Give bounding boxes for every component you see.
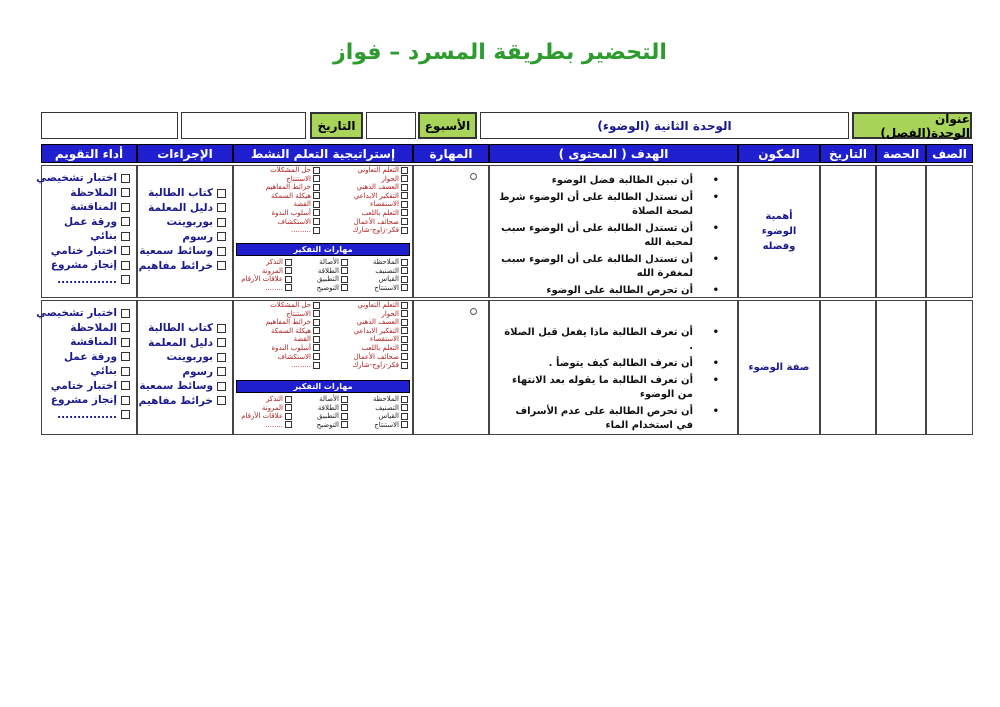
strategy-item[interactable]: التفكير الابداعي <box>320 327 408 336</box>
checkbox[interactable] <box>341 259 348 266</box>
thinking-list-middle <box>294 395 348 429</box>
goal-item: • أن تعرف الطالبة ما يقوله بعد الانتهاء من الوضوء <box>498 374 703 402</box>
goal-item: • أن تستدل الطالبة على أن الوضوء سبب لمغفرة الله <box>498 253 703 281</box>
checkbox[interactable] <box>217 353 226 362</box>
checkbox[interactable] <box>121 261 130 270</box>
checkbox[interactable] <box>313 227 320 234</box>
thinking-item[interactable]: المرونة <box>236 404 292 413</box>
strategy-item[interactable]: التعلم التعاوني <box>320 301 408 310</box>
strategy-item[interactable]: ......... <box>236 361 320 370</box>
radio-circle[interactable] <box>470 308 477 315</box>
strategy-list-left <box>236 166 320 235</box>
checkbox[interactable] <box>313 353 320 360</box>
strategy-item[interactable]: التعلم التعاوني <box>320 166 408 175</box>
checkbox[interactable] <box>313 184 320 191</box>
checkbox[interactable] <box>401 413 408 420</box>
strategy-item[interactable]: صحائف الأعمال <box>320 353 408 362</box>
goal-cell <box>489 300 738 435</box>
checkbox[interactable] <box>401 327 408 334</box>
procedures-list <box>139 186 226 273</box>
skill-cell[interactable] <box>413 300 489 435</box>
strategy-item[interactable]: التعلم باللعب <box>320 344 408 353</box>
period-cell[interactable] <box>876 165 926 298</box>
thinking-item[interactable]: الأصالة <box>294 395 348 404</box>
checkbox[interactable] <box>285 413 292 420</box>
checkbox[interactable] <box>121 410 130 419</box>
thinking-list-left <box>236 395 292 429</box>
procedures-cell <box>137 300 233 435</box>
thinking-list-right <box>350 395 408 429</box>
strategy-item[interactable]: التعلم باللعب <box>320 209 408 218</box>
evaluation-item[interactable]: ............... <box>36 408 130 423</box>
component-cell <box>738 165 820 298</box>
unit-value-field[interactable]: الوحدة الثانية (الوضوء) <box>480 112 849 139</box>
checkbox[interactable] <box>285 421 292 428</box>
thinking-item[interactable]: الملاحظة <box>350 395 408 404</box>
strategy-cell <box>233 300 413 435</box>
checkbox[interactable] <box>313 310 320 317</box>
strategy-item[interactable]: خرائط المفاهيم <box>236 183 320 192</box>
checkbox[interactable] <box>313 209 320 216</box>
checkbox[interactable] <box>121 203 130 212</box>
thinking-item[interactable]: الملاحظة <box>350 258 408 267</box>
thinking-item[interactable]: علاقات الأرقام <box>236 412 292 421</box>
checkbox[interactable] <box>313 344 320 351</box>
thinking-item[interactable]: التطبيق <box>294 275 348 284</box>
strategy-item[interactable]: حل المشكلات <box>236 301 320 310</box>
goal-item: • أن تعرف الطالبة كيف يتوضأ . <box>498 357 703 371</box>
checkbox[interactable] <box>121 381 130 390</box>
thinking-item[interactable]: التذكر <box>236 258 292 267</box>
week-label: الأسبوع <box>418 112 477 139</box>
header-date: التاريخ <box>820 144 876 163</box>
thinking-item[interactable]: التصنيف <box>350 404 408 413</box>
strategy-item[interactable]: هيكلة السمكة <box>236 192 320 201</box>
checkbox[interactable] <box>341 404 348 411</box>
component-text: أهمية الوضوء وفضله <box>761 211 797 252</box>
thinking-list-left <box>236 258 292 292</box>
procedures-list <box>139 321 226 408</box>
checkbox[interactable] <box>401 396 408 403</box>
checkbox[interactable] <box>121 352 130 361</box>
strategy-item[interactable]: الاستقصاء <box>320 335 408 344</box>
procedure-item[interactable]: دليل المعلمة <box>139 201 226 216</box>
header-class: الصف <box>926 144 973 163</box>
procedure-item[interactable]: بوربوينت <box>139 215 226 230</box>
evaluation-item[interactable]: ورقة عمل <box>36 350 130 365</box>
checkbox[interactable] <box>401 336 408 343</box>
strategy-list-right <box>320 301 408 370</box>
strategy-item[interactable]: القصة <box>236 200 320 209</box>
thinking-item[interactable]: القياس <box>350 412 408 421</box>
evaluation-item[interactable]: اختبار تشخيصي <box>36 171 130 186</box>
checkbox[interactable] <box>217 338 226 347</box>
evaluation-list <box>36 306 130 422</box>
checkbox[interactable] <box>285 404 292 411</box>
checkbox[interactable] <box>121 367 130 376</box>
checkbox[interactable] <box>121 396 130 405</box>
checkbox[interactable] <box>121 338 130 347</box>
evaluation-item[interactable]: الملاحظة <box>36 321 130 336</box>
checkbox[interactable] <box>401 362 408 369</box>
strategy-item[interactable]: هيكلة السمكة <box>236 327 320 336</box>
checkbox[interactable] <box>285 396 292 403</box>
thinking-item[interactable]: المرونة <box>236 267 292 276</box>
procedure-item[interactable]: كتاب الطالبة <box>139 186 226 201</box>
checkbox[interactable] <box>285 259 292 266</box>
evaluation-item[interactable]: الملاحظة <box>36 186 130 201</box>
strategy-item[interactable]: العصف الذهني <box>320 318 408 327</box>
strategy-item[interactable]: الاستكشاف <box>236 353 320 362</box>
goal-cell <box>489 165 738 298</box>
date-label: التاريخ <box>310 112 363 139</box>
thinking-list-right <box>350 258 408 292</box>
evaluation-cell <box>36 165 137 298</box>
strategy-list-left <box>236 301 320 370</box>
thinking-item[interactable]: الأصالة <box>294 258 348 267</box>
checkbox[interactable] <box>217 261 226 270</box>
checkbox[interactable] <box>401 302 408 309</box>
checkbox[interactable] <box>313 175 320 182</box>
strategy-item[interactable]: الحوار <box>320 310 408 319</box>
checkbox[interactable] <box>121 309 130 318</box>
header-evaluation: أداء التقويم <box>41 144 137 163</box>
strategy-item[interactable]: الاستقصاء <box>320 200 408 209</box>
thinking-item[interactable]: التوضيح <box>294 284 348 293</box>
procedure-item[interactable]: خرائط مفاهيم <box>139 394 226 409</box>
checkbox[interactable] <box>121 174 130 183</box>
goal-item: • أن تحرص الطالبة على الوضوء <box>498 284 703 298</box>
checkbox[interactable] <box>313 201 320 208</box>
header-period: الحصة <box>876 144 926 163</box>
evaluation-list <box>36 171 130 287</box>
checkbox[interactable] <box>121 275 130 284</box>
strategy-cell <box>233 165 413 298</box>
thinking-item[interactable]: التصنيف <box>350 267 408 276</box>
checkbox[interactable] <box>401 192 408 199</box>
checkbox[interactable] <box>121 323 130 332</box>
evaluation-item[interactable]: إنجاز مشروع <box>36 393 130 408</box>
strategy-item[interactable]: حل المشكلات <box>236 166 320 175</box>
checkbox[interactable] <box>401 404 408 411</box>
checkbox[interactable] <box>401 284 408 291</box>
evaluation-item[interactable]: اختبار تشخيصي <box>36 306 130 321</box>
component-cell <box>738 300 820 435</box>
checkbox[interactable] <box>401 353 408 360</box>
checkbox[interactable] <box>285 284 292 291</box>
checkbox[interactable] <box>313 319 320 326</box>
component-text: صفة الوضوء <box>748 362 810 373</box>
checkbox[interactable] <box>217 189 226 198</box>
thinking-skills-header: مهارات التفكير <box>236 243 410 256</box>
thinking-item[interactable]: الطلاقة <box>294 404 348 413</box>
thinking-item[interactable]: التوضيح <box>294 421 348 430</box>
procedure-item[interactable]: خرائط مفاهيم <box>139 259 226 274</box>
evaluation-item[interactable]: بنائي <box>36 364 130 379</box>
strategy-item[interactable]: الحوار <box>320 175 408 184</box>
checkbox[interactable] <box>401 259 408 266</box>
checkbox[interactable] <box>217 382 226 391</box>
evaluation-item[interactable]: المناقشة <box>36 335 130 350</box>
thinking-item[interactable]: علاقات الأرقام <box>236 275 292 284</box>
checkbox[interactable] <box>285 276 292 283</box>
checkbox[interactable] <box>401 209 408 216</box>
checkbox[interactable] <box>341 284 348 291</box>
thinking-item[interactable]: الاستنتاج <box>350 421 408 430</box>
checkbox[interactable] <box>313 362 320 369</box>
checkbox[interactable] <box>341 413 348 420</box>
evaluation-item[interactable]: المناقشة <box>36 200 130 215</box>
evaluation-cell <box>36 300 137 435</box>
checkbox[interactable] <box>313 302 320 309</box>
date-cell[interactable] <box>820 300 876 435</box>
procedure-item[interactable]: كتاب الطالبة <box>139 321 226 336</box>
week-value-field[interactable] <box>181 112 306 139</box>
checkbox[interactable] <box>401 184 408 191</box>
strategy-item[interactable]: ......... <box>236 226 320 235</box>
checkbox[interactable] <box>401 344 408 351</box>
header-component: المكون <box>738 144 820 163</box>
procedure-item[interactable]: وسائط سمعية <box>139 244 226 259</box>
page-title: التحضير بطريقة المسرد – فواز <box>333 40 667 65</box>
checkbox[interactable] <box>401 310 408 317</box>
thinking-item[interactable]: الطلاقة <box>294 267 348 276</box>
thinking-list-middle <box>294 258 348 292</box>
checkbox[interactable] <box>341 396 348 403</box>
checkbox[interactable] <box>401 267 408 274</box>
class-cell[interactable] <box>926 300 973 435</box>
checkbox[interactable] <box>217 218 226 227</box>
checkbox[interactable] <box>401 421 408 428</box>
period-cell[interactable] <box>876 300 926 435</box>
class-cell[interactable] <box>926 165 973 298</box>
checkbox[interactable] <box>285 267 292 274</box>
strategy-item[interactable]: القصة <box>236 335 320 344</box>
thinking-item[interactable]: ........ <box>236 284 292 293</box>
skill-cell[interactable] <box>413 165 489 298</box>
strategy-item[interactable]: أسلوب الندوة <box>236 209 320 218</box>
date-value-field[interactable] <box>41 112 178 139</box>
header-skill: المهارة <box>413 144 489 163</box>
checkbox[interactable] <box>341 421 348 428</box>
thinking-item[interactable]: ........ <box>236 421 292 430</box>
procedure-item[interactable]: وسائط سمعية <box>139 379 226 394</box>
checkbox[interactable] <box>217 232 226 241</box>
checkbox[interactable] <box>121 232 130 241</box>
goal-item: • أن تعرف الطالبة ماذا يفعل قبل الصلاة . <box>498 326 703 354</box>
goal-item: • أن تبين الطالبة فضل الوضوء <box>498 174 703 188</box>
checkbox[interactable] <box>341 267 348 274</box>
strategy-item[interactable]: العصف الذهني <box>320 183 408 192</box>
checkbox[interactable] <box>401 167 408 174</box>
checkbox[interactable] <box>313 327 320 334</box>
evaluation-item[interactable]: إنجاز مشروع <box>36 258 130 273</box>
strategy-item[interactable]: فكر-زاوج-شارك <box>320 226 408 235</box>
header-procedures: الإجراءات <box>137 144 233 163</box>
evaluation-item[interactable]: اختبار ختامي <box>36 244 130 259</box>
date-cell[interactable] <box>820 165 876 298</box>
goal-item: • أن تحرص الطالبة على عدم الأسراف في استخدام الماء <box>498 405 703 433</box>
procedures-cell <box>137 165 233 298</box>
checkbox[interactable] <box>313 336 320 343</box>
checkbox[interactable] <box>217 324 226 333</box>
strategy-item[interactable]: خرائط المفاهيم <box>236 318 320 327</box>
strategy-item[interactable]: التفكير الابداعي <box>320 192 408 201</box>
checkbox[interactable] <box>217 396 226 405</box>
radio-circle[interactable] <box>470 173 477 180</box>
evaluation-item[interactable]: ورقة عمل <box>36 215 130 230</box>
strategy-item[interactable]: الاستكشاف <box>236 218 320 227</box>
checkbox[interactable] <box>217 203 226 212</box>
strategy-item[interactable]: الاستنتاج <box>236 310 320 319</box>
procedure-item[interactable]: رسوم <box>139 230 226 245</box>
checkbox[interactable] <box>121 188 130 197</box>
spacer-field[interactable] <box>366 112 416 139</box>
checkbox[interactable] <box>313 192 320 199</box>
checkbox[interactable] <box>121 217 130 226</box>
thinking-skills-header: مهارات التفكير <box>236 380 410 393</box>
checkbox[interactable] <box>313 167 320 174</box>
strategy-item[interactable]: صحائف الأعمال <box>320 218 408 227</box>
evaluation-item[interactable]: ............... <box>36 273 130 288</box>
procedure-item[interactable]: بوربوينت <box>139 350 226 365</box>
checkbox[interactable] <box>401 201 408 208</box>
procedure-item[interactable]: دليل المعلمة <box>139 336 226 351</box>
checkbox[interactable] <box>341 276 348 283</box>
checkbox[interactable] <box>121 246 130 255</box>
header-strategy: إستراتيجية التعلم النشط <box>233 144 413 163</box>
strategy-item[interactable]: فكر-زاوج-شارك <box>320 361 408 370</box>
thinking-item[interactable]: التطبيق <box>294 412 348 421</box>
procedure-item[interactable]: رسوم <box>139 365 226 380</box>
checkbox[interactable] <box>217 247 226 256</box>
strategy-list-right <box>320 166 408 235</box>
header-goal: الهدف ( المحتوى ) <box>489 144 738 163</box>
goal-item: • أن تستدل الطالبة على أن الوضوء شرط لصحة الصلاة <box>498 191 703 219</box>
evaluation-item[interactable]: بنائي <box>36 229 130 244</box>
checkbox[interactable] <box>313 218 320 225</box>
evaluation-item[interactable]: اختبار ختامي <box>36 379 130 394</box>
thinking-item[interactable]: التذكر <box>236 395 292 404</box>
checkbox[interactable] <box>401 319 408 326</box>
checkbox[interactable] <box>217 367 226 376</box>
goal-item: • أن تستدل الطالبة على أن الوضوء سبب لمحبة الله <box>498 222 703 250</box>
thinking-item[interactable]: الاستنتاج <box>350 284 408 293</box>
checkbox[interactable] <box>401 276 408 283</box>
checkbox[interactable] <box>401 175 408 182</box>
checkbox[interactable] <box>401 218 408 225</box>
strategy-item[interactable]: الاستنتاج <box>236 175 320 184</box>
thinking-item[interactable]: القياس <box>350 275 408 284</box>
checkbox[interactable] <box>401 227 408 234</box>
unit-label: عنوان الوحدة(الفصل) <box>852 112 972 139</box>
strategy-item[interactable]: أسلوب الندوة <box>236 344 320 353</box>
